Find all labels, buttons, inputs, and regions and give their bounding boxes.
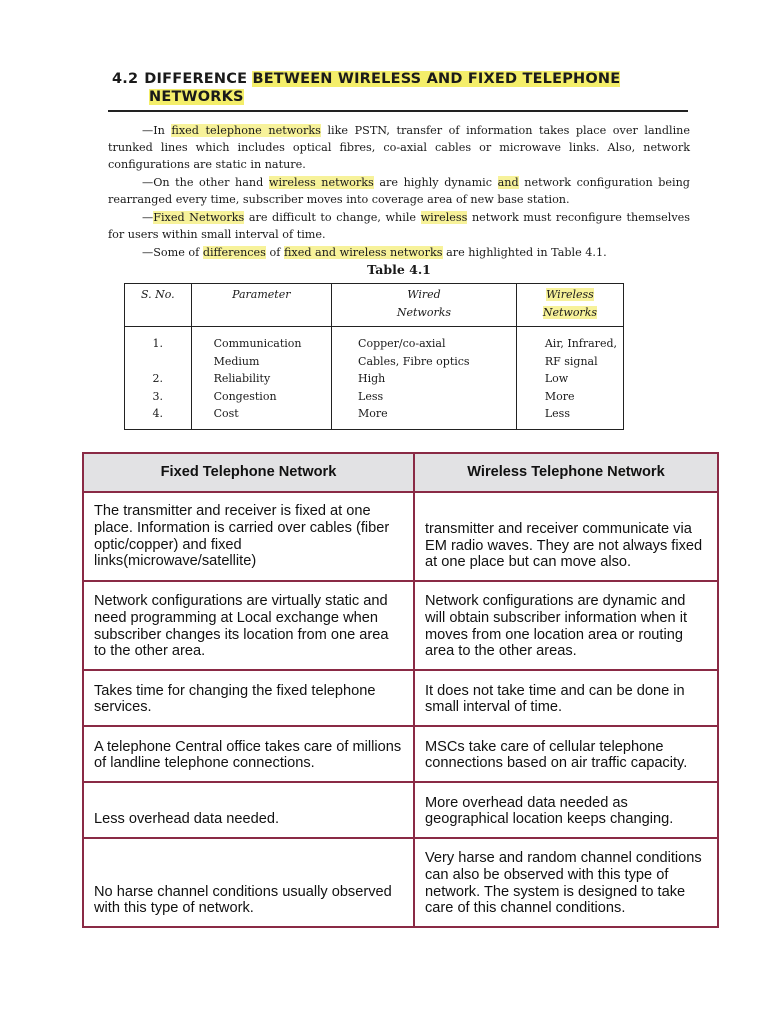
cell-wireless: Very harse and random channel conditions can also be observed with this type of network. The system is designed to take care of this channel conditions. (414, 838, 718, 927)
cell-fixed: The transmitter and receiver is fixed at one place. Information is carried over cables (fiber optic/copper) and fixed links(microwave/satellite) (83, 492, 414, 581)
column-wired: Copper/co-axial Cables, Fibre optics High Less More (332, 327, 517, 430)
highlight: wireless networks (268, 176, 374, 189)
column-sno: 1. 2. 3. 4. (125, 327, 192, 430)
table-row (83, 782, 718, 838)
paragraph-3: —Fixed Networks are difficult to change, while wireless network must reconfigure themselves for users within small interval of time. (108, 211, 691, 241)
highlight: and (497, 176, 519, 189)
table-caption: Table 4.1 (367, 262, 431, 277)
cell-wireless: MSCs take care of cellular telephone connections based on air traffic capacity. (414, 726, 718, 782)
column-wireless: Air, Infrared, RF signal Low More Less (516, 327, 623, 430)
table-row (83, 492, 718, 581)
cell-fixed: Network configurations are virtually static and need programming at Local exchange when subscriber changes its location from one area to the other area. (83, 581, 414, 670)
cell-fixed: A telephone Central office takes care of millions of landline telephone connections. (83, 726, 414, 782)
paragraph-4: —Some of differences of fixed and wireless networks are highlighted in Table 4.1. (142, 246, 607, 259)
section-number: 4.2 (112, 71, 139, 87)
header-parameter: Parameter (191, 284, 331, 327)
cell-wireless: Network configurations are dynamic and will obtain subscriber information when it moves from one location area or routing area to the other areas. (414, 581, 718, 670)
table-row (83, 581, 718, 670)
section-title-line2: NETWORKS (149, 89, 244, 105)
cell-fixed: Less overhead data needed. (83, 782, 414, 838)
header-wired: Wired Networks (332, 284, 517, 327)
header-fixed: Fixed Telephone Network (83, 453, 414, 492)
highlight: differences (202, 246, 266, 259)
cell-wireless: transmitter and receiver communicate via EM radio waves. They are not always fixed at one place but can move also. (414, 492, 718, 581)
table-row (83, 670, 718, 726)
book-table (124, 283, 624, 430)
highlight: Fixed Networks (153, 211, 245, 224)
header-wireless: Wireless Networks (516, 284, 623, 327)
cell-wireless: It does not take time and can be done in small interval of time. (414, 670, 718, 726)
table-row (83, 838, 718, 927)
highlight: fixed telephone networks (171, 124, 321, 137)
header-sno: S. No. (125, 284, 192, 327)
paragraph-1: —In fixed telephone networks like PSTN, transfer of information takes place over landline trunked lines which includes optical fibres, co-axial cables or microwave links. Also, network configurations are static in nature. (108, 124, 690, 171)
section-heading (112, 70, 690, 106)
section-title-highlighted: BETWEEN WIRELESS AND FIXED TELEPHONE (252, 71, 621, 87)
table-header-row (83, 453, 718, 492)
paragraph-2: —On the other hand wireless networks are highly dynamic and network configuration being rearranged every time, subscriber moves into coverage area of new base station. (108, 176, 690, 206)
highlight: fixed and wireless networks (283, 246, 443, 259)
comparison-table (82, 452, 719, 928)
header-wireless: Wireless Telephone Network (414, 453, 718, 492)
section-title-lead: DIFFERENCE (144, 71, 248, 87)
column-parameter: Communication Medium Reliability Congestion Cost (191, 327, 331, 430)
table-row (83, 726, 718, 782)
cell-fixed: No harse channel conditions usually observed with this type of network. (83, 838, 414, 927)
cell-wireless: More overhead data needed as geographical location keeps changing. (414, 782, 718, 838)
cell-fixed: Takes time for changing the fixed telephone services. (83, 670, 414, 726)
highlight: wireless (420, 211, 468, 224)
heading-rule (108, 110, 688, 112)
book-excerpt (108, 70, 690, 430)
